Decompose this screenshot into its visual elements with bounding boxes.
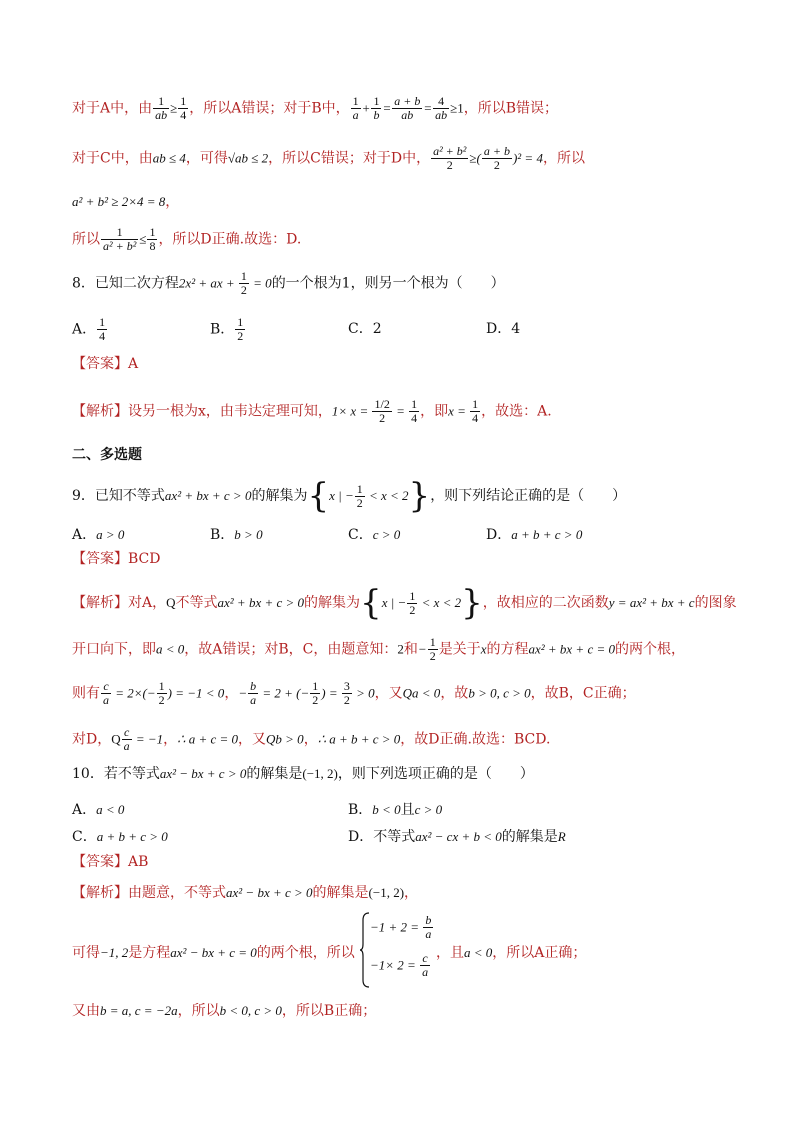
text: ， (165, 194, 180, 210)
math: = 2×(− (112, 685, 156, 701)
denominator: 2 (240, 283, 247, 297)
text: 的一个根为1，则另一个根为（ ） (271, 275, 505, 292)
answer-value: BCD (128, 551, 161, 567)
math: a < 0 (464, 945, 493, 960)
denominator: 4 (99, 329, 106, 343)
numerator: 1 (409, 588, 416, 603)
text: 设另一根为x，由韦达定理可知， (128, 403, 332, 420)
text: 的解集为 (304, 595, 361, 611)
text: ，故 (440, 685, 469, 702)
numerator: 4 (433, 95, 449, 109)
text: 且 (400, 802, 415, 818)
text: 的解集是 (501, 829, 558, 845)
math: −1× 2 = (370, 957, 420, 973)
numerator: a + b (483, 144, 510, 158)
math: ≥ (170, 100, 178, 116)
option-label: B． (210, 321, 235, 338)
text: ，所以A正确； (492, 945, 587, 961)
denominator: 2 (158, 693, 165, 707)
math: −1 + 2 = (370, 919, 423, 935)
denominator: a (422, 965, 429, 979)
math: = 2 + (− (259, 685, 310, 701)
text: ， (404, 885, 419, 901)
denominator: a² + b² (103, 239, 137, 253)
system-brace (360, 912, 370, 988)
text: ，所以 (542, 150, 585, 167)
denominator: b (373, 108, 380, 122)
analysis-9-line-3 (72, 680, 636, 707)
math: Qa < 0 (402, 685, 441, 701)
question-10-option-c (72, 826, 168, 846)
analysis-10-line-2b (436, 944, 586, 962)
math: √ab ≤ 2 (227, 150, 269, 166)
fraction (433, 95, 449, 122)
question-10-option-d (348, 826, 566, 846)
section-heading (72, 446, 142, 464)
analysis-10-line-2 (72, 944, 355, 962)
math: ) = (321, 685, 341, 701)
fraction (248, 680, 258, 707)
numerator: 1 (356, 481, 363, 496)
question-10-stem (72, 765, 534, 783)
fraction (392, 95, 422, 122)
numerator: 1 (312, 679, 319, 693)
analysis-tag: 【解析】 (72, 595, 128, 611)
text: 开口向下，即 (72, 641, 156, 658)
right-brace: } (408, 476, 431, 516)
analysis-line-4 (72, 226, 301, 253)
math: ax² + bx + c = 0 (528, 641, 615, 657)
question-8-option-b (210, 316, 246, 343)
numerator: b (425, 913, 432, 927)
math: a > 0 (96, 527, 125, 542)
text: 对于C中，由 (72, 150, 153, 167)
fraction (342, 680, 352, 707)
math: c > 0 (414, 802, 443, 817)
numerator: a + b (394, 94, 421, 108)
fraction (428, 636, 438, 663)
denominator: a (123, 739, 130, 753)
analysis-line-1 (72, 95, 558, 122)
fraction (423, 914, 433, 941)
denominator: 2 (446, 158, 453, 172)
numerator: 1 (158, 679, 165, 693)
math: a < 0 (156, 641, 185, 657)
numerator: b (250, 679, 257, 693)
math: ax² − cx + b < 0 (415, 829, 502, 844)
fraction (147, 226, 157, 253)
math: = (423, 100, 433, 116)
option-label: C． (348, 527, 373, 543)
text: ，则下列结论正确的是（ ） (430, 488, 627, 504)
denominator: ab (155, 108, 168, 122)
answer-tag: 【答案】 (72, 551, 128, 567)
numerator: c (101, 680, 111, 694)
question-9-option-c (348, 524, 400, 544)
fraction (371, 95, 381, 122)
numerator: 1/2 (374, 397, 390, 411)
math: x | − (329, 488, 354, 503)
analysis-10-line-3 (72, 1002, 376, 1020)
text: 由题意，不等式 (128, 885, 226, 901)
denominator: 2 (379, 411, 386, 425)
math: ≥1 (450, 100, 464, 116)
math: x (480, 641, 487, 657)
text: 的解集是 (312, 885, 369, 901)
analysis-tag: 【解析】 (72, 885, 128, 901)
answer-value: AB (128, 854, 149, 870)
fraction (470, 398, 480, 425)
text: 对D， (72, 731, 112, 748)
text: 8．已知二次方程 (72, 275, 179, 292)
numerator: 1 (237, 315, 244, 329)
math: ax² + bx + c > 0 (164, 488, 252, 503)
option-label: C． (72, 829, 97, 845)
because-symbol: Q (166, 595, 176, 610)
math: 2 (397, 641, 404, 657)
answer-8 (72, 355, 138, 373)
left-brace: { (307, 476, 330, 516)
option-label: D．不等式 (348, 829, 416, 845)
numerator: 1 (99, 315, 106, 329)
text: ，又 (238, 731, 267, 748)
fraction (157, 680, 167, 707)
math: c > 0 (372, 527, 401, 542)
text: ，所以B错误； (463, 100, 559, 117)
text: ，所以B正确； (281, 1003, 377, 1019)
math: = −1 (132, 731, 164, 747)
option-text: C．2 (348, 321, 382, 337)
text: 对于A中，由 (72, 100, 153, 117)
fraction (407, 590, 417, 617)
text: 和 (403, 641, 418, 658)
denominator: 4 (411, 411, 418, 425)
math: ax² + bx + c > 0 (217, 595, 305, 610)
numerator: 1 (240, 269, 247, 283)
fraction (101, 226, 138, 253)
text: 的两个根，所以 (256, 945, 355, 961)
math: R (557, 829, 566, 844)
text: 是关于 (438, 641, 481, 658)
denominator: a (103, 693, 109, 707)
numerator: a² + b² (433, 144, 467, 158)
fraction (310, 680, 320, 707)
question-8-option-d (486, 318, 520, 338)
math: x | − (381, 595, 407, 610)
math: a + b + c > 0 (511, 527, 583, 542)
analysis-10-line-1 (72, 884, 418, 902)
math: ax² − bx + c = 0 (170, 945, 257, 960)
math: −1, 2 (100, 945, 129, 960)
math: x = (448, 403, 470, 419)
answer-tag: 【答案】 (72, 854, 128, 870)
math: b < 0, c > 0 (219, 1003, 282, 1018)
text: ， (303, 731, 318, 748)
analysis-9-line-1 (72, 583, 737, 623)
math: = (382, 100, 392, 116)
math: b = a, c = −2a (100, 1003, 178, 1018)
numerator: 1 (101, 226, 138, 240)
math: = (392, 403, 409, 419)
option-label: A． (72, 802, 97, 818)
denominator: 2 (429, 649, 436, 663)
question-8-stem (72, 270, 505, 297)
math: ) = −1 < 0 (167, 685, 225, 701)
option-label: D． (486, 527, 512, 543)
math: ax² − bx + c > 0 (159, 766, 247, 781)
text: ，又 (374, 685, 403, 702)
text: ，所以 (177, 1003, 220, 1019)
math: b > 0 (234, 527, 263, 542)
math: < x < 2 (418, 595, 462, 610)
denominator: 4 (472, 411, 479, 425)
fraction (97, 316, 107, 343)
text: 则有 (72, 685, 100, 702)
text: 是方程 (128, 945, 171, 961)
option-text: D．4 (486, 321, 521, 337)
math: a² + b² ≥ 2×4 = 8 (72, 194, 166, 209)
text: ， (163, 731, 178, 748)
denominator: 2 (237, 329, 244, 343)
math: ≤ (139, 231, 147, 247)
equation-system (360, 912, 430, 988)
analysis-line-2 (72, 145, 585, 172)
math: = 0 (249, 275, 272, 291)
denominator: a (352, 108, 359, 122)
math: (−1, 2) (302, 766, 338, 781)
math: ∴ a + b + c > 0 (317, 731, 401, 747)
fraction (355, 483, 365, 510)
because-symbol: Q (111, 731, 121, 747)
math: > 0 (352, 685, 375, 701)
math: − (238, 685, 248, 701)
fraction (153, 95, 169, 122)
math: ≥( (469, 150, 481, 166)
text: ，所以D正确.故选：D. (158, 231, 302, 248)
numerator: 1 (373, 94, 380, 108)
math: )² = 4 (512, 150, 543, 166)
fraction (409, 398, 419, 425)
question-8-option-c (348, 318, 382, 338)
math: a < 0 (96, 802, 125, 817)
numerator: c (122, 726, 132, 740)
math: b > 0, c > 0 (468, 685, 531, 701)
question-10-option-b (348, 799, 442, 819)
text: 的解集为 (251, 488, 308, 504)
numerator: 1 (149, 225, 156, 239)
fraction (101, 680, 111, 707)
math: ax² − bx + c > 0 (226, 885, 313, 900)
fraction (482, 145, 512, 172)
fraction (178, 95, 188, 122)
system-row-2 (370, 952, 431, 979)
math: b < 0 (372, 802, 401, 817)
analysis-9-line-2 (72, 636, 685, 663)
math: ab ≤ 4 (152, 150, 186, 166)
text: 不等式 (175, 595, 218, 611)
math: (−1, 2) (368, 885, 405, 900)
analysis-8 (72, 398, 552, 425)
section-title: 二、多选题 (72, 447, 142, 463)
math: 1× x = (331, 403, 372, 419)
fraction (235, 316, 245, 343)
denominator: 2 (356, 495, 363, 510)
numerator: 3 (343, 679, 350, 693)
numerator: 1 (352, 94, 359, 108)
math: Qb > 0 (266, 731, 304, 747)
denominator: 2 (312, 693, 319, 707)
question-8-option-a (72, 316, 108, 343)
question-9-option-d (486, 524, 582, 544)
text: ，所以A错误；对于B中， (189, 100, 350, 117)
numerator: 1 (472, 397, 479, 411)
numerator: c (420, 952, 430, 966)
math: − (417, 641, 427, 657)
fraction (372, 398, 391, 425)
numerator: 1 (153, 95, 169, 109)
text: ，故B，C正确； (530, 685, 636, 702)
text: 的方程 (486, 641, 529, 658)
system-row-1 (370, 914, 434, 941)
denominator: ab (401, 108, 414, 122)
question-9-option-b (210, 524, 263, 544)
option-label: B． (210, 527, 235, 543)
denominator: a (250, 693, 257, 707)
analysis-line-3 (72, 193, 179, 211)
math: ∴ a + c = 0 (177, 731, 239, 747)
question-9-stem (72, 476, 627, 516)
fraction (351, 95, 361, 122)
text: 的解集是 (246, 766, 303, 782)
denominator: 2 (493, 158, 500, 172)
math: + (361, 100, 371, 116)
text: 的图象 (694, 595, 737, 611)
text: ， (224, 685, 239, 702)
denominator: 4 (180, 108, 187, 122)
text: 对A， (128, 595, 167, 611)
denominator: 2 (409, 602, 416, 617)
text: 可得 (72, 945, 100, 961)
question-10-option-a (72, 799, 124, 819)
option-label: A． (72, 527, 97, 543)
text: 的两个根， (615, 641, 685, 658)
right-brace: } (461, 583, 483, 623)
answer-tag: 【答案】 (72, 356, 128, 372)
text: ，故A错误；对B，C，由题意知： (184, 641, 398, 658)
denominator: 2 (343, 693, 350, 707)
left-brace: { (360, 583, 382, 623)
text: ，即 (420, 403, 449, 420)
text: 10．若不等式 (72, 766, 160, 782)
fraction (122, 726, 132, 753)
fraction (420, 952, 430, 979)
text: ，则下列选项正确的是（ ） (337, 766, 534, 782)
text: 所以 (72, 231, 100, 248)
text: ，可得 (185, 150, 228, 167)
fraction (431, 145, 468, 172)
answer-9 (72, 550, 160, 568)
text: ，故相应的二次函数 (482, 595, 609, 611)
numerator: 1 (411, 397, 418, 411)
answer-value: A (128, 356, 139, 372)
text: ，所以C错误；对于D中， (268, 150, 431, 167)
text: ，故D正确.故选：BCD. (400, 731, 551, 748)
math: < x < 2 (365, 488, 409, 503)
denominator: a (425, 927, 432, 941)
answer-10 (72, 853, 148, 871)
analysis-tag: 【解析】 (72, 403, 128, 420)
question-9-option-a (72, 524, 124, 544)
denominator: 8 (149, 239, 156, 253)
numerator: 1 (429, 635, 436, 649)
option-label: B． (348, 802, 373, 818)
text: ，故选：A. (481, 403, 552, 420)
math: a + b + c > 0 (96, 829, 168, 844)
text: ，且 (436, 945, 464, 961)
text: 又由 (72, 1003, 100, 1019)
math: y = ax² + bx + c (608, 595, 695, 610)
text: 9．已知不等式 (72, 488, 165, 504)
option-label: A． (72, 321, 97, 338)
fraction (239, 270, 249, 297)
numerator: 1 (180, 94, 187, 108)
math: 2x² + ax + (178, 275, 238, 291)
analysis-9-line-4 (72, 726, 550, 753)
denominator: ab (435, 108, 448, 122)
